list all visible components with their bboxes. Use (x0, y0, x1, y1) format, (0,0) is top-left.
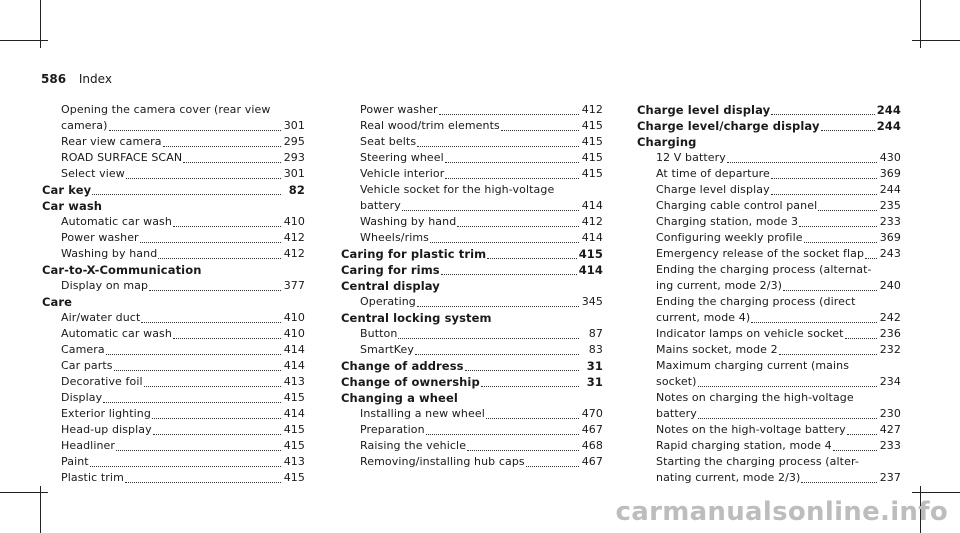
dot-leader (457, 226, 579, 227)
page-reference: 414 (581, 231, 603, 244)
dot-leader (398, 338, 579, 339)
dot-leader (106, 354, 281, 355)
entry-text: Camera (61, 343, 105, 356)
page-reference: 430 (879, 151, 901, 164)
crop-mark (0, 40, 48, 41)
index-subentry (341, 230, 603, 246)
index-heading (42, 182, 305, 198)
index-subentry (341, 326, 603, 342)
entry-text: nating current, mode 2/3) (656, 471, 801, 484)
index-heading (42, 198, 305, 214)
entry-text: Ending the charging process (alternat- (656, 263, 872, 276)
dot-leader (103, 402, 281, 403)
entry-text: Ending the charging process (direct (656, 295, 856, 308)
dot-leader (799, 226, 877, 227)
page-reference: 412 (283, 231, 305, 244)
dot-leader (114, 370, 281, 371)
entry-text: Raising the vehicle (360, 439, 467, 452)
index-subentry (637, 198, 901, 214)
entry-text: Car-to-X-Communication (42, 263, 202, 277)
entry-text: Automatic car wash (61, 215, 172, 228)
entry-text: Car key (42, 183, 92, 197)
page-reference: 415 (283, 439, 305, 452)
index-heading (637, 118, 901, 134)
entry-text: Configuring weekly profile (656, 231, 803, 244)
entry-text: Charge level/charge display (637, 119, 820, 133)
page-reference: 237 (879, 471, 901, 484)
page-reference: 240 (879, 279, 901, 292)
index-subentry (42, 150, 305, 166)
dot-leader (152, 418, 281, 419)
page-reference: 244 (876, 119, 901, 133)
entry-text: SmartKey (360, 343, 415, 356)
dot-leader (771, 194, 877, 195)
entry-text: Charging station, mode 3 (656, 215, 799, 228)
entry-text: Change of ownership (341, 375, 480, 389)
dot-leader (487, 258, 576, 259)
dot-leader (125, 482, 281, 483)
entry-text: Vehicle interior (360, 167, 445, 180)
entry-text: At time of departure (656, 167, 770, 180)
index-heading (341, 262, 603, 278)
dot-leader (804, 242, 877, 243)
page-reference: 467 (581, 455, 603, 468)
entry-text: battery (360, 199, 401, 212)
entry-text: Emergency release of the socket flap (656, 247, 865, 260)
page-reference: 369 (879, 231, 901, 244)
index-subentry (341, 214, 603, 230)
entry-text: Mains socket, mode 2 (656, 343, 778, 356)
dot-leader (771, 114, 875, 115)
entry-text: camera) (61, 119, 108, 132)
page-reference: 410 (283, 215, 305, 228)
index-subentry (42, 406, 305, 422)
entry-text: Button (360, 327, 398, 340)
page-reference: 470 (581, 407, 603, 420)
entry-text: ing current, mode 2/3) (656, 279, 783, 292)
page-reference: 415 (581, 167, 603, 180)
index-subentry (42, 454, 305, 470)
dot-leader (439, 114, 579, 115)
dot-leader (144, 386, 281, 387)
entry-text: Car parts (61, 359, 113, 372)
entry-text: Automatic car wash (61, 327, 172, 340)
entry-text: Charge level display (656, 183, 770, 196)
dot-leader (783, 290, 877, 291)
index-subentry (341, 134, 603, 150)
entry-text: Select view (61, 167, 125, 180)
index-column-3 (637, 102, 901, 486)
entry-text: Starting the charging process (alter- (656, 455, 859, 468)
index-subentry (637, 422, 901, 438)
index-subentry (637, 214, 901, 230)
page-reference: 467 (581, 423, 603, 436)
dot-leader (141, 322, 281, 323)
index-subentry (637, 166, 901, 182)
page-reference: 410 (283, 327, 305, 340)
entry-text: Installing a new wheel (360, 407, 485, 420)
entry-text: Central display (341, 279, 440, 293)
page-reference: 427 (879, 423, 901, 436)
dot-leader (417, 306, 579, 307)
dot-leader (126, 178, 281, 179)
section-title: Index (78, 72, 112, 86)
page-reference: 369 (879, 167, 901, 180)
index-subentry (637, 182, 901, 198)
index-subentry (341, 438, 603, 454)
page-reference: 83 (588, 343, 603, 356)
dot-leader (771, 178, 877, 179)
page-reference: 236 (879, 327, 901, 340)
entry-text: Opening the camera cover (rear view (61, 103, 271, 116)
index-subentry (637, 294, 901, 326)
entry-text: Decorative foil (61, 375, 143, 388)
dot-leader (865, 258, 877, 259)
index-heading (637, 134, 901, 150)
page-reference: 412 (581, 103, 603, 116)
index-subentry (42, 246, 305, 262)
crop-mark (912, 492, 960, 493)
entry-text: Vehicle socket for the high-voltage (360, 183, 555, 196)
entry-text: Car wash (42, 199, 103, 213)
entry-text: current, mode 4) (656, 311, 751, 324)
page-reference: 295 (283, 135, 305, 148)
page-reference: 31 (586, 359, 603, 373)
dot-leader (467, 450, 579, 451)
page-reference: 230 (879, 407, 901, 420)
page-reference: 244 (879, 183, 901, 196)
index-heading (637, 102, 901, 118)
crop-mark (0, 492, 48, 493)
crop-mark (912, 40, 960, 41)
index-subentry (42, 342, 305, 358)
page-reference: 413 (283, 375, 305, 388)
dot-leader (90, 466, 281, 467)
index-subentry (637, 438, 901, 454)
page-reference: 301 (283, 119, 305, 132)
dot-leader (465, 370, 579, 371)
dot-leader (158, 258, 281, 259)
entry-text: Change of address (341, 359, 464, 373)
page-reference: 414 (283, 359, 305, 372)
dot-leader (481, 386, 579, 387)
dot-leader (426, 434, 579, 435)
index-subentry (637, 342, 901, 358)
dot-leader (173, 338, 281, 339)
page-header (41, 72, 112, 86)
dot-leader (486, 418, 579, 419)
dot-leader (727, 162, 877, 163)
index-heading (42, 294, 305, 310)
page-reference: 410 (283, 311, 305, 324)
entry-text: Charging (637, 135, 697, 149)
index-subentry (42, 214, 305, 230)
entry-text: socket) (656, 375, 697, 388)
dot-leader (445, 162, 579, 163)
dot-leader (140, 242, 281, 243)
page-reference: 82 (288, 183, 305, 197)
page-reference: 413 (283, 455, 305, 468)
dot-leader (92, 194, 281, 195)
dot-leader (801, 482, 877, 483)
index-subentry (42, 438, 305, 454)
page-reference: 234 (879, 375, 901, 388)
entry-text: Caring for plastic trim (341, 247, 487, 261)
entry-text: Display on map (61, 279, 149, 292)
entry-text: Display (61, 391, 103, 404)
page-reference: 233 (879, 439, 901, 452)
entry-text: Rear view camera (61, 135, 162, 148)
page-reference: 415 (283, 391, 305, 404)
index-subentry (42, 278, 305, 294)
page-reference: 415 (581, 135, 603, 148)
index-subentry (341, 406, 603, 422)
entry-text: Power washer (360, 103, 438, 116)
entry-text: Notes on charging the high-voltage (656, 391, 854, 404)
entry-text: Preparation (360, 423, 425, 436)
dot-leader (116, 450, 281, 451)
index-subentry (42, 470, 305, 486)
dot-leader (109, 130, 281, 131)
page-reference: 414 (578, 263, 603, 277)
index-subentry (341, 182, 603, 214)
watermark-logo: carmanualsonline.info (615, 497, 948, 527)
dot-leader (415, 354, 579, 355)
dot-leader (821, 130, 875, 131)
index-subentry (341, 166, 603, 182)
entry-text: Steering wheel (360, 151, 444, 164)
dot-leader (441, 274, 577, 275)
entry-text: Removing/installing hub caps (360, 455, 525, 468)
entry-text: Maximum charging current (mains (656, 359, 850, 372)
dot-leader (526, 466, 579, 467)
index-subentry (42, 134, 305, 150)
index-subentry (637, 150, 901, 166)
index-heading (341, 358, 603, 374)
index-subentry (42, 326, 305, 342)
entry-text: Real wood/trim elements (360, 119, 500, 132)
entry-text: Caring for rims (341, 263, 440, 277)
page-reference: 414 (283, 407, 305, 420)
page-reference: 233 (879, 215, 901, 228)
dot-leader (402, 210, 579, 211)
entry-text: Indicator lamps on vehicle socket (656, 327, 844, 340)
index-subentry (637, 262, 901, 294)
page-reference: 293 (283, 151, 305, 164)
index-subentry (637, 454, 901, 486)
dot-leader (779, 354, 877, 355)
dot-leader (163, 146, 281, 147)
page-reference: 235 (879, 199, 901, 212)
index-subentry (42, 166, 305, 182)
index-subentry (341, 102, 603, 118)
entry-text: Notes on the high-voltage battery (656, 423, 846, 436)
entry-text: Plastic trim (61, 471, 124, 484)
page-reference: 415 (283, 471, 305, 484)
page-reference: 301 (283, 167, 305, 180)
crop-mark (40, 486, 41, 533)
page-reference: 244 (876, 103, 901, 117)
index-subentry (637, 326, 901, 342)
dot-leader (833, 450, 877, 451)
entry-text: Power washer (61, 231, 139, 244)
entry-text: 12 V battery (656, 151, 726, 164)
index-heading (341, 278, 603, 294)
page-reference: 243 (879, 247, 901, 260)
entry-text: Central locking system (341, 311, 492, 325)
index-subentry (341, 454, 603, 470)
dot-leader (501, 130, 579, 131)
page-reference: 414 (283, 343, 305, 356)
page-reference: 232 (879, 343, 901, 356)
entry-text: ROAD SURFACE SCAN (61, 151, 183, 164)
page-reference: 415 (283, 423, 305, 436)
index-subentry (341, 294, 603, 310)
entry-text: Washing by hand (61, 247, 158, 260)
index-column-2 (341, 102, 603, 470)
page-reference: 412 (283, 247, 305, 260)
index-heading (341, 374, 603, 390)
page-reference: 414 (581, 199, 603, 212)
index-subentry (42, 230, 305, 246)
dot-leader (845, 338, 877, 339)
entry-text: Seat belts (360, 135, 417, 148)
index-subentry (341, 422, 603, 438)
dot-leader (173, 226, 281, 227)
dot-leader (417, 146, 579, 147)
index-heading (341, 390, 603, 406)
dot-leader (698, 418, 877, 419)
entry-text: battery (656, 407, 697, 420)
entry-text: Charging cable control panel (656, 199, 818, 212)
page-reference: 415 (581, 151, 603, 164)
index-subentry (637, 230, 901, 246)
entry-text: Paint (61, 455, 89, 468)
index-column-1 (42, 102, 305, 486)
entry-text: Charge level display (637, 103, 771, 117)
page-number: 586 (41, 72, 67, 86)
page-reference: 345 (581, 295, 603, 308)
entry-text: Head-up display (61, 423, 152, 436)
index-heading (341, 246, 603, 262)
dot-leader (153, 434, 281, 435)
index-subentry (341, 118, 603, 134)
dot-leader (183, 162, 281, 163)
page-reference: 468 (581, 439, 603, 452)
page-reference: 31 (586, 375, 603, 389)
dot-leader (445, 178, 579, 179)
page-reference: 87 (588, 327, 603, 340)
index-subentry (42, 374, 305, 390)
dot-leader (149, 290, 281, 291)
index-heading (42, 262, 305, 278)
index-subentry (637, 358, 901, 390)
entry-text: Washing by hand (360, 215, 457, 228)
index-subentry (637, 390, 901, 422)
entry-text: Air/water duct (61, 311, 141, 324)
page-reference: 415 (581, 119, 603, 132)
entry-text: Wheels/rims (360, 231, 430, 244)
entry-text: Rapid charging station, mode 4 (656, 439, 832, 452)
page-reference: 377 (283, 279, 305, 292)
entry-text: Changing a wheel (341, 391, 458, 405)
index-subentry (42, 310, 305, 326)
dot-leader (430, 242, 579, 243)
page-reference: 242 (879, 311, 901, 324)
page-reference: 412 (581, 215, 603, 228)
index-subentry (42, 358, 305, 374)
entry-text: Operating (360, 295, 416, 308)
index-subentry (341, 342, 603, 358)
index-subentry (341, 150, 603, 166)
entry-text: Exterior lighting (61, 407, 151, 420)
dot-leader (751, 322, 877, 323)
index-subentry (42, 390, 305, 406)
index-subentry (42, 422, 305, 438)
index-subentry (42, 102, 305, 134)
dot-leader (698, 386, 877, 387)
entry-text: Care (42, 295, 73, 309)
dot-leader (818, 210, 877, 211)
index-heading (341, 310, 603, 326)
index-subentry (637, 246, 901, 262)
entry-text: Headliner (61, 439, 116, 452)
dot-leader (847, 434, 877, 435)
page-reference: 415 (578, 247, 603, 261)
